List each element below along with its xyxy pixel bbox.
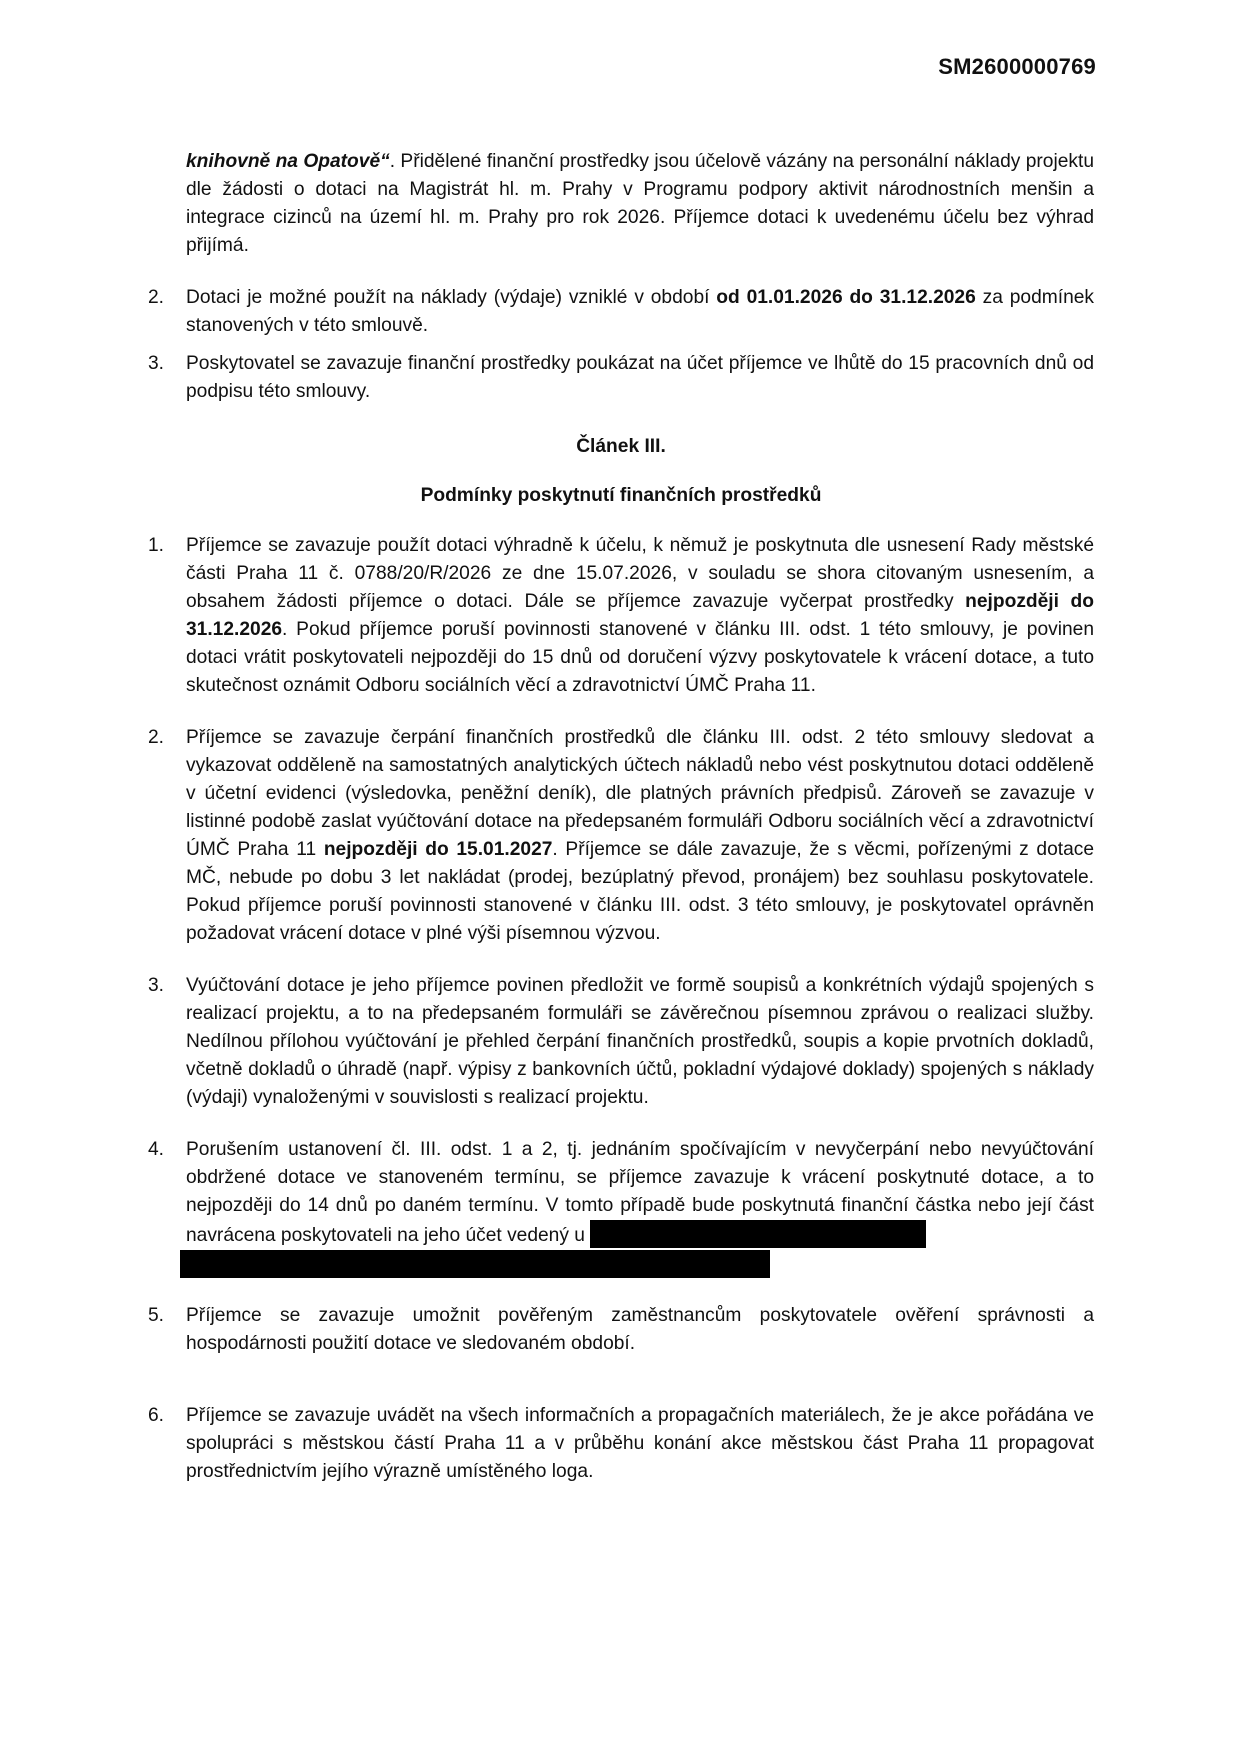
document-id: SM2600000769 [938, 54, 1096, 79]
item-text-part: Příjemce se zavazuje čerpání finančních prostředků dle článku III. odst. 2 této smlouvy sledovat a vykazovat odděleně na samostatných analytických účtech nákladů nebo vést poskytnutou dotaci odděleně v účetní evidenci (výsledovka, peněžní deník), dle platných právních předpisů. Zároveň se zavazuje v listinné podobě zaslat vyúčtování dotace na předepsaném formuláři Odboru sociálních věcí a zdravotnictví ÚMČ Praha 11 [186, 727, 1094, 860]
article2-item-3 [148, 350, 1094, 406]
item-text-part: . Pokud příjemce poruší povinnosti stanovené v článku III. odst. 1 této smlouvy, je povinen dotaci vrátit poskytovateli nejpozději do 15 dnů od doručení výzvy poskytovatele k vrácení dotace, a tuto skutečnost oznámit Odboru sociálních věcí a zdravotnictví ÚMČ Praha 11. [186, 619, 1094, 696]
item-number: 2. [148, 727, 165, 748]
item-text [186, 284, 1094, 340]
item-text: Příjemce se zavazuje umožnit pověřeným zaměstnancům poskytovatele ověření správnosti a hospodárnosti použití dotace ve sledovaném období. [186, 1305, 1094, 1354]
article2-item-2 [148, 284, 1094, 340]
item-bold-date: nejpozději do 31.12.2026 [186, 591, 1095, 640]
item-number: 2. [148, 287, 165, 308]
intro-text: . Přidělené finanční prostředky jsou účelově vázány na personální náklady projektu dle žádosti o dotaci na Magistrát hl. m. Prahy v Programu podpory aktivit národnostních menšin a integrace cizinců na území hl. m. Prahy pro rok 2026. Příjemce dotaci k uvedenému účelu bez výhrad přijímá. [186, 151, 1094, 256]
item-text: Vyúčtování dotace je jeho příjemce povinen předložit ve formě soupisů a konkrétních výdajů spojených s realizací projektu, a to na předepsaném formuláři se závěrečnou písemnou zprávou o realizaci služby. Nedílnou přílohou vyúčtování je přehled čerpání finančních prostředků, soupis a kopie prvotních dokladů, včetně dokladů o úhradě (např. výpisy z bankovních účtů, pokladní výdajové doklady) spojených s náklady (výdaji) vynaloženými v souvislosti s realizací projektu. [186, 975, 1094, 1108]
intro-bold-italic: knihovně na Opatově“ [186, 151, 390, 172]
article3-item-5 [148, 1302, 1094, 1358]
article3-item-6 [148, 1402, 1094, 1486]
item-number: 3. [148, 975, 165, 996]
item-number: 5. [148, 1305, 165, 1326]
redaction-bar [590, 1220, 926, 1248]
intro-paragraph [186, 148, 1094, 260]
item-text: Příjemce se zavazuje uvádět na všech informačních a propagačních materiálech, že je akce pořádána ve spolupráci s městskou částí Praha 11 a v průběhu konání akce městskou část Praha 11 propagovat prostřednictvím jejího výrazně umístěného loga. [186, 1405, 1094, 1482]
article3-item-1 [148, 532, 1094, 700]
article3-item-2 [148, 724, 1094, 948]
item-text-part: za podmínek stanovených v této smlouvě. [186, 287, 1095, 336]
article3-item-3 [148, 972, 1094, 1112]
document-body [148, 148, 1094, 1486]
item-bold-date: nejpozději do 15.01.2027 [323, 839, 553, 860]
article-subtitle: Podmínky poskytnutí finančních prostředků [420, 485, 822, 506]
item-text [186, 532, 1094, 700]
item-text-block [186, 1136, 1094, 1278]
item-text [186, 724, 1094, 948]
article3-item-4 [148, 1136, 1094, 1278]
item-text-part: Příjemce se zavazuje použít dotaci výhradně k účelu, k němuž je poskytnuta dle usnesení Rady městské části Praha 11 č. 0788/20/R/2026 ze dne 15.07.2026, v souladu se shora citovaným usnesením, a obsahem žádosti příjemce o dotaci. Dále se příjemce zavazuje vyčerpat prostředky [186, 535, 1094, 612]
item-number: 6. [148, 1405, 165, 1426]
item-text-part: Dotaci je možné použít na náklady (výdaje) vzniklé v období [186, 287, 717, 308]
item-text: Porušením ustanovení čl. III. odst. 1 a 2, tj. jednáním spočívajícím v nevyčerpání nebo nevyúčtování obdržené dotace ve stanoveném termínu, se příjemce zavazuje k vrácení poskytnuté dotace, a to nejpozději do 14 dnů po daném termínu. V tomto případě bude poskytnutá finanční částka nebo její část navrácena poskytovateli na jeho účet vedený u [186, 1139, 1094, 1246]
redaction-bar [180, 1250, 770, 1278]
item-number: 3. [148, 353, 165, 374]
item-text: Poskytovatel se zavazuje finanční prostředky poukázat na účet příjemce ve lhůtě do 15 pracovních dnů od podpisu této smlouvy. [186, 353, 1094, 402]
article-title: Článek III. [576, 436, 666, 457]
item-bold-date: od 01.01.2026 do 31.12.2026 [716, 287, 976, 308]
item-number: 1. [148, 535, 165, 556]
item-number: 4. [148, 1139, 165, 1160]
item-text-part: . Příjemce se dále zavazuje, že s věcmi, pořízenými z dotace MČ, nebude po dobu 3 let nakládat (prodej, bezúplatný převod, pronájem) bez souhlasu poskytovatele. Pokud příjemce poruší povinnosti stanovené v článku III. odst. 3 této smlouvy, je poskytovatel oprávněn požadovat vrácení dotace v plné výši písemnou výzvou. [186, 839, 1095, 944]
